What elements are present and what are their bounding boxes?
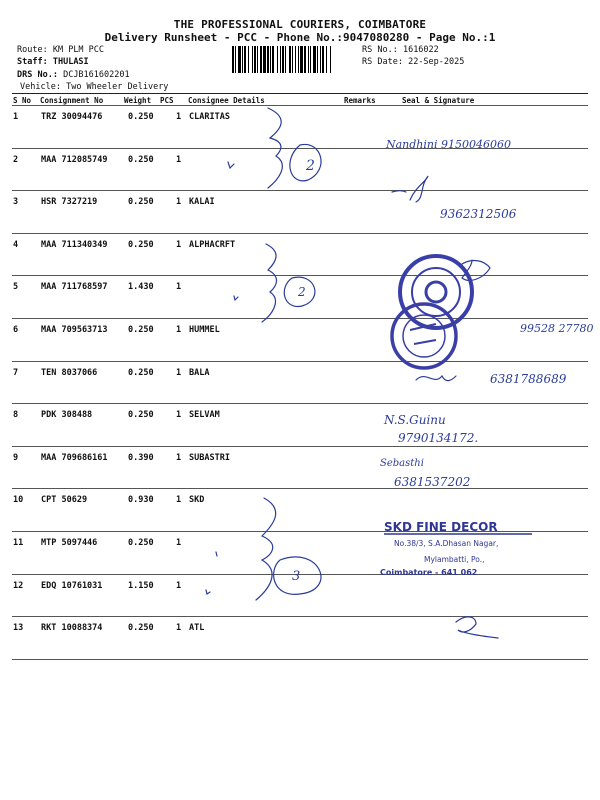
skd-stamp-line-1: SKD FINE DECOR [384, 520, 498, 534]
cell-pcs: 1 [176, 112, 182, 122]
col-consignment-header: Consignment No [40, 96, 104, 105]
signature-row-3: 9362312506 [440, 207, 517, 221]
rs-date-line: RS Date: 22-Sep-2025 [362, 57, 465, 67]
route-value: KM PLM PCC [52, 45, 105, 55]
staff-value: THULASI [52, 57, 89, 67]
table-row [12, 319, 588, 362]
vehicle-value: Two Wheeler Delivery [66, 82, 169, 92]
cell-pcs: 1 [176, 452, 182, 463]
col-consignee-header: Consignee Details [188, 96, 265, 105]
cell-consignment: TEN 8037066 [41, 367, 98, 378]
cell-weight: 0.930 [128, 495, 154, 506]
cell-pcs: 1 [176, 410, 182, 421]
signature-row-7: 6381788689 [490, 372, 567, 386]
cell-pcs: 1 [176, 197, 182, 208]
table-row [12, 617, 588, 660]
runsheet-subtitle: Delivery Runsheet - PCC - Phone No.:9047080280 - Page No.:1 [104, 31, 496, 44]
cell-weight: 0.250 [128, 410, 154, 421]
cell-consignee: KALAI [189, 197, 215, 208]
cell-sno: 8 [13, 410, 19, 421]
barcode-image [232, 46, 358, 73]
col-seal-header: Seal & Signature [402, 96, 475, 105]
cell-pcs: 1 [176, 580, 182, 591]
col-sno-header: S No [13, 96, 32, 105]
cell-consignment: HSR 7327219 [41, 197, 98, 208]
rs-date-value: 22-Sep-2025 [408, 57, 465, 67]
cell-consignee: ATL [189, 623, 205, 634]
cell-pcs: 1 [176, 367, 182, 378]
mark-row-5: 2 [298, 285, 306, 299]
signature-row-8-phone: 9790134172. [398, 431, 479, 445]
rs-no-line: RS No.: 1616022 [362, 45, 439, 55]
col-remarks-header: Remarks [344, 96, 376, 105]
table-row [12, 234, 588, 277]
table-row [12, 404, 588, 447]
cell-consignment: MAA 711768597 [41, 282, 108, 293]
signature-row-9-name: Sebasthi [380, 458, 424, 469]
row-divider [12, 659, 588, 660]
cell-weight: 0.250 [128, 197, 154, 208]
cell-consignment: TRZ 30094476 [41, 112, 103, 122]
cell-consignment: MTP 5097446 [41, 538, 98, 548]
cell-sno: 1 [13, 112, 19, 122]
cell-consignment: MAA 709686161 [41, 452, 108, 463]
cell-consignment: MAA 712085749 [41, 154, 108, 165]
cell-sno: 11 [13, 538, 24, 548]
cell-consignee: SELVAM [189, 410, 220, 421]
cell-weight: 0.250 [128, 239, 154, 250]
table-row [12, 447, 588, 490]
signature-row-6: 99528 27780 [520, 322, 594, 335]
cell-sno: 2 [13, 154, 19, 165]
drs-line: DRS No.: DCJB161602201 [17, 70, 130, 80]
cell-sno: 10 [13, 495, 24, 506]
cell-weight: 0.250 [128, 538, 154, 548]
cell-consignment: MAA 711340349 [41, 239, 108, 250]
cell-sno: 6 [13, 325, 19, 335]
signature-row-8-name: N.S.Guinu [384, 413, 446, 427]
cell-consignee: SKD [189, 495, 205, 506]
vehicle-line: Vehicle: Two Wheeler Delivery [20, 82, 169, 92]
cell-weight: 0.390 [128, 452, 154, 463]
table-row [12, 106, 588, 149]
table-row [12, 191, 588, 234]
cell-pcs: 1 [176, 623, 182, 634]
cell-pcs: 1 [176, 282, 182, 293]
skd-stamp-line-3: Mylambatti, Po., [424, 555, 485, 564]
skd-stamp-line-4: Coimbatore - 641 062 [380, 568, 478, 577]
cell-pcs: 1 [176, 325, 182, 335]
rs-no-value: 1616022 [402, 45, 439, 55]
table-row [12, 362, 588, 405]
cell-sno: 3 [13, 197, 19, 208]
cell-weight: 0.250 [128, 325, 154, 335]
cell-sno: 5 [13, 282, 19, 293]
route-line: Route: KM PLM PCC [17, 45, 105, 55]
cell-sno: 4 [13, 239, 19, 250]
cell-sno: 12 [13, 580, 24, 591]
col-weight-header: Weight [124, 96, 152, 105]
signature-row-1: Nandhini 9150046060 [386, 138, 511, 151]
drs-value: DCJB161602201 [63, 70, 130, 80]
company-title: THE PROFESSIONAL COURIERS, COIMBATORE [173, 18, 427, 31]
mark-row-2: 2 [306, 158, 315, 174]
cell-consignment: PDK 308488 [41, 410, 93, 421]
cell-consignee: CLARITAS [189, 112, 230, 122]
cell-pcs: 1 [176, 538, 182, 548]
table-row [12, 489, 588, 532]
mark-row-11: 3 [292, 569, 301, 584]
cell-consignee: SUBASTRI [189, 452, 230, 463]
cell-weight: 0.250 [128, 367, 154, 378]
cell-consignee: BALA [189, 367, 210, 378]
skd-stamp-line-2: No.38/3, S.A.Dhasan Nagar, [394, 539, 499, 548]
table-row [12, 276, 588, 319]
cell-weight: 1.150 [128, 580, 154, 591]
cell-consignee: ALPHACRFT [189, 239, 236, 250]
cell-consignment: MAA 709563713 [41, 325, 108, 335]
cell-pcs: 1 [176, 495, 182, 506]
cell-pcs: 1 [176, 154, 182, 165]
cell-weight: 0.250 [128, 112, 154, 122]
cell-weight: 1.430 [128, 282, 154, 293]
table-row [12, 149, 588, 192]
cell-sno: 13 [13, 623, 24, 634]
cell-consignee: HUMMEL [189, 325, 220, 335]
staff-line: Staff: THULASI [17, 57, 89, 67]
cell-consignment: EDQ 10761031 [41, 580, 103, 591]
cell-weight: 0.250 [128, 623, 154, 634]
signature-row-9-phone: 6381537202 [394, 475, 471, 489]
cell-consignment: RKT 10088374 [41, 623, 103, 634]
cell-pcs: 1 [176, 239, 182, 250]
table-row [12, 575, 588, 618]
cell-sno: 9 [13, 452, 19, 463]
cell-consignment: CPT 50629 [41, 495, 88, 506]
col-pcs-header: PCS [160, 96, 174, 105]
cell-sno: 7 [13, 367, 19, 378]
table-row [12, 532, 588, 575]
header-top-rule [12, 93, 588, 94]
cell-weight: 0.250 [128, 154, 154, 165]
